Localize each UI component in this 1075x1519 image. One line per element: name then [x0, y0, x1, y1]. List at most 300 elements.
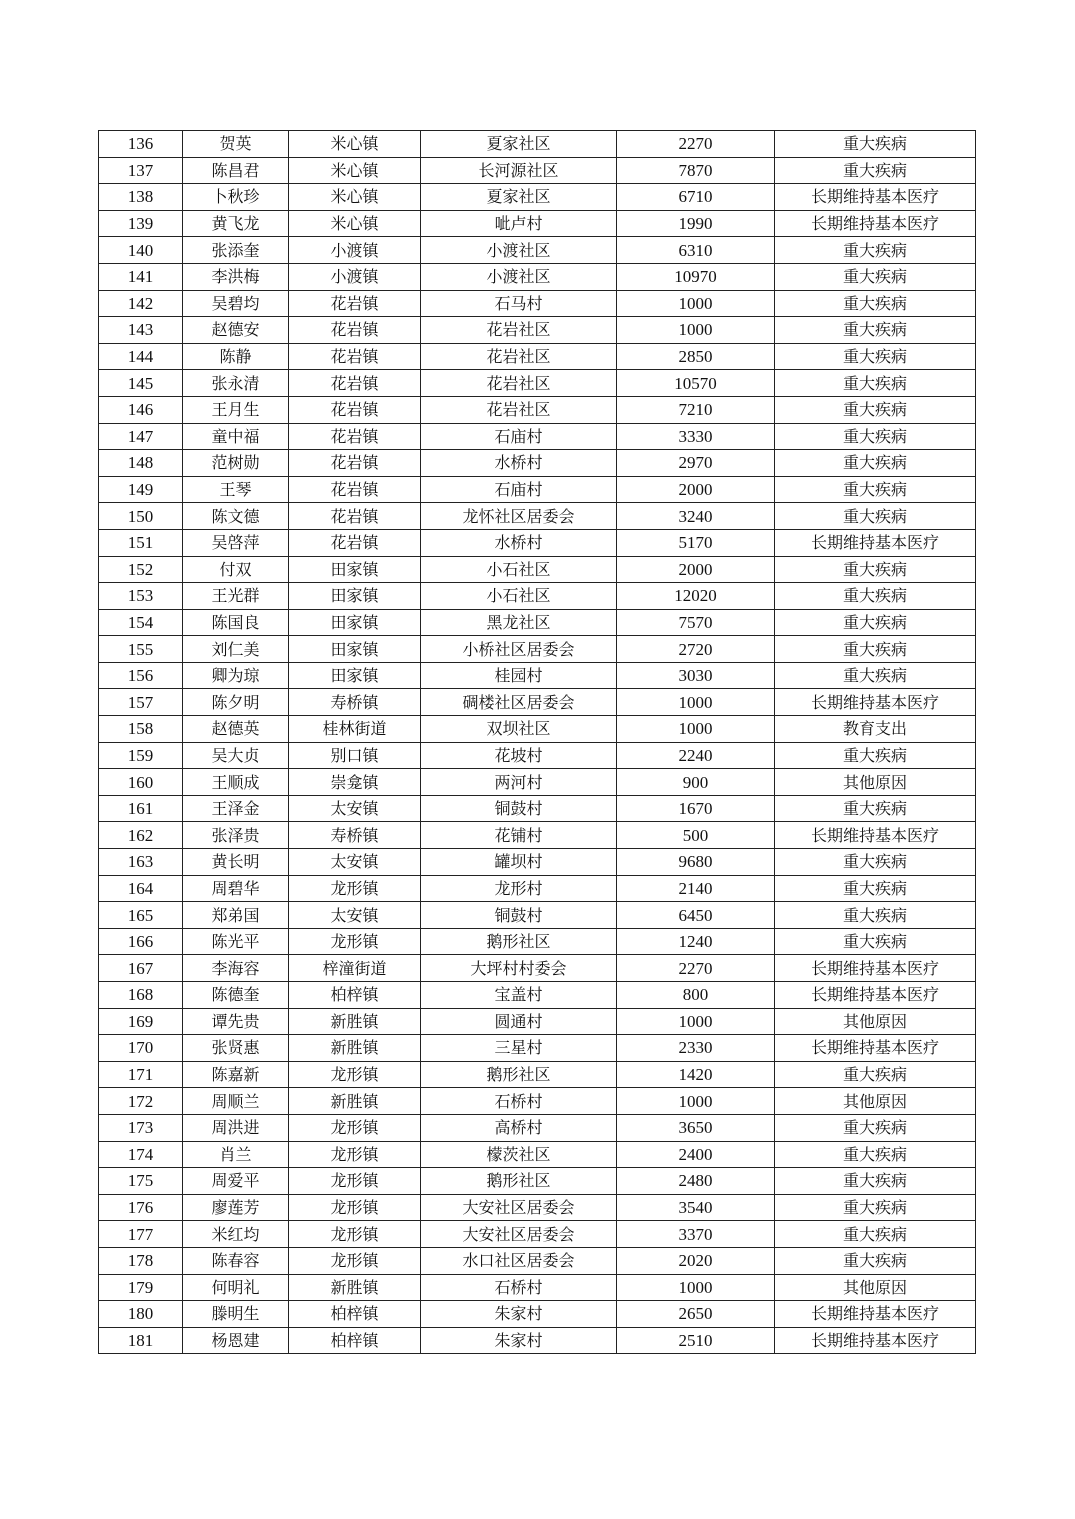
town-cell: 田家镇: [289, 583, 421, 610]
table-row: [99, 1088, 976, 1115]
table-row: [99, 1247, 976, 1274]
amount-cell: 2970: [617, 450, 775, 477]
town-cell: 龙形镇: [289, 875, 421, 902]
amount-cell: 2510: [617, 1327, 775, 1354]
person-name-cell: 陈文德: [183, 503, 289, 530]
community-cell: 铜鼓村: [421, 795, 617, 822]
reason-cell: 重大疾病: [775, 902, 976, 929]
person-name-cell: 吴啓萍: [183, 529, 289, 556]
community-cell: 三星村: [421, 1035, 617, 1062]
table-row: [99, 1008, 976, 1035]
community-cell: 圆通村: [421, 1008, 617, 1035]
person-name-cell: 王光群: [183, 583, 289, 610]
table-row: [99, 902, 976, 929]
reason-cell: 重大疾病: [775, 609, 976, 636]
amount-cell: 7210: [617, 396, 775, 423]
table-row: [99, 476, 976, 503]
person-name-cell: 郑弟国: [183, 902, 289, 929]
amount-cell: 6310: [617, 237, 775, 264]
amount-cell: 5170: [617, 529, 775, 556]
town-cell: 米心镇: [289, 184, 421, 211]
community-cell: 鹅形社区: [421, 1061, 617, 1088]
row-number-cell: 141: [99, 263, 183, 290]
table-body: [99, 131, 976, 1354]
person-name-cell: 谭先贵: [183, 1008, 289, 1035]
row-number-cell: 157: [99, 689, 183, 716]
reason-cell: 长期维持基本医疗: [775, 1035, 976, 1062]
town-cell: 田家镇: [289, 662, 421, 689]
row-number-cell: 144: [99, 343, 183, 370]
amount-cell: 3650: [617, 1114, 775, 1141]
town-cell: 米心镇: [289, 131, 421, 158]
community-cell: 花岩社区: [421, 317, 617, 344]
amount-cell: 1000: [617, 689, 775, 716]
person-name-cell: 陈昌君: [183, 157, 289, 184]
town-cell: 小渡镇: [289, 263, 421, 290]
community-cell: 铜鼓村: [421, 902, 617, 929]
reason-cell: 重大疾病: [775, 131, 976, 158]
town-cell: 花岩镇: [289, 503, 421, 530]
community-cell: 宝盖村: [421, 982, 617, 1009]
reason-cell: 重大疾病: [775, 556, 976, 583]
town-cell: 田家镇: [289, 609, 421, 636]
table-row: [99, 609, 976, 636]
table-row: [99, 716, 976, 743]
person-name-cell: 贺英: [183, 131, 289, 158]
row-number-cell: 161: [99, 795, 183, 822]
reason-cell: 其他原因: [775, 769, 976, 796]
amount-cell: 3540: [617, 1194, 775, 1221]
reason-cell: 其他原因: [775, 1274, 976, 1301]
person-name-cell: 赵德安: [183, 317, 289, 344]
reason-cell: 重大疾病: [775, 1247, 976, 1274]
row-number-cell: 158: [99, 716, 183, 743]
community-cell: 双坝社区: [421, 716, 617, 743]
town-cell: 花岩镇: [289, 290, 421, 317]
community-cell: 小桥社区居委会: [421, 636, 617, 663]
person-name-cell: 李洪梅: [183, 263, 289, 290]
person-name-cell: 滕明生: [183, 1301, 289, 1328]
row-number-cell: 162: [99, 822, 183, 849]
row-number-cell: 154: [99, 609, 183, 636]
town-cell: 龙形镇: [289, 1247, 421, 1274]
reason-cell: 重大疾病: [775, 476, 976, 503]
row-number-cell: 170: [99, 1035, 183, 1062]
town-cell: 寿桥镇: [289, 822, 421, 849]
amount-cell: 1000: [617, 716, 775, 743]
table-row: [99, 450, 976, 477]
town-cell: 新胜镇: [289, 1274, 421, 1301]
community-cell: 花坡村: [421, 742, 617, 769]
amount-cell: 2850: [617, 343, 775, 370]
amount-cell: 7870: [617, 157, 775, 184]
town-cell: 花岩镇: [289, 396, 421, 423]
community-cell: 石庙村: [421, 476, 617, 503]
amount-cell: 6450: [617, 902, 775, 929]
town-cell: 龙形镇: [289, 1141, 421, 1168]
table-row: [99, 769, 976, 796]
community-cell: 小石社区: [421, 583, 617, 610]
town-cell: 花岩镇: [289, 476, 421, 503]
person-name-cell: 卜秋珍: [183, 184, 289, 211]
amount-cell: 10970: [617, 263, 775, 290]
reason-cell: 重大疾病: [775, 662, 976, 689]
amount-cell: 800: [617, 982, 775, 1009]
amount-cell: 2270: [617, 131, 775, 158]
community-cell: 花岩社区: [421, 343, 617, 370]
row-number-cell: 138: [99, 184, 183, 211]
town-cell: 龙形镇: [289, 1194, 421, 1221]
reason-cell: 重大疾病: [775, 849, 976, 876]
town-cell: 花岩镇: [289, 343, 421, 370]
amount-cell: 2000: [617, 476, 775, 503]
table-row: [99, 1114, 976, 1141]
row-number-cell: 165: [99, 902, 183, 929]
town-cell: 新胜镇: [289, 1035, 421, 1062]
community-cell: 大安社区居委会: [421, 1194, 617, 1221]
community-cell: 水桥村: [421, 450, 617, 477]
amount-cell: 1670: [617, 795, 775, 822]
table-row: [99, 237, 976, 264]
amount-cell: 9680: [617, 849, 775, 876]
table-row: [99, 423, 976, 450]
person-name-cell: 王月生: [183, 396, 289, 423]
reason-cell: 重大疾病: [775, 423, 976, 450]
community-cell: 桂园村: [421, 662, 617, 689]
reason-cell: 其他原因: [775, 1088, 976, 1115]
town-cell: 桂林街道: [289, 716, 421, 743]
amount-cell: 1000: [617, 1088, 775, 1115]
amount-cell: 2020: [617, 1247, 775, 1274]
town-cell: 柏梓镇: [289, 1327, 421, 1354]
reason-cell: 其他原因: [775, 1008, 976, 1035]
amount-cell: 3330: [617, 423, 775, 450]
reason-cell: 重大疾病: [775, 503, 976, 530]
table-row: [99, 556, 976, 583]
table-row: [99, 396, 976, 423]
community-cell: 两河村: [421, 769, 617, 796]
reason-cell: 重大疾病: [775, 157, 976, 184]
person-name-cell: 王琴: [183, 476, 289, 503]
row-number-cell: 151: [99, 529, 183, 556]
town-cell: 龙形镇: [289, 1168, 421, 1195]
person-name-cell: 王顺成: [183, 769, 289, 796]
row-number-cell: 147: [99, 423, 183, 450]
amount-cell: 2650: [617, 1301, 775, 1328]
community-cell: 夏家社区: [421, 184, 617, 211]
amount-cell: 900: [617, 769, 775, 796]
table-row: [99, 875, 976, 902]
row-number-cell: 167: [99, 955, 183, 982]
amount-cell: 2000: [617, 556, 775, 583]
community-cell: 花铺村: [421, 822, 617, 849]
reason-cell: 重大疾病: [775, 1168, 976, 1195]
reason-cell: 重大疾病: [775, 370, 976, 397]
table-row: [99, 503, 976, 530]
person-name-cell: 刘仁美: [183, 636, 289, 663]
table-row: [99, 343, 976, 370]
person-name-cell: 王泽金: [183, 795, 289, 822]
reason-cell: 重大疾病: [775, 742, 976, 769]
table-row: [99, 1194, 976, 1221]
person-name-cell: 杨恩建: [183, 1327, 289, 1354]
reason-cell: 长期维持基本医疗: [775, 184, 976, 211]
town-cell: 崇龛镇: [289, 769, 421, 796]
person-name-cell: 陈国良: [183, 609, 289, 636]
amount-cell: 1000: [617, 1008, 775, 1035]
table-row: [99, 1327, 976, 1354]
person-name-cell: 付双: [183, 556, 289, 583]
row-number-cell: 181: [99, 1327, 183, 1354]
community-cell: 石桥村: [421, 1088, 617, 1115]
amount-cell: 6710: [617, 184, 775, 211]
reason-cell: 重大疾病: [775, 237, 976, 264]
community-cell: 石桥村: [421, 1274, 617, 1301]
community-cell: 朱家村: [421, 1301, 617, 1328]
reason-cell: 重大疾病: [775, 1061, 976, 1088]
person-name-cell: 卿为琼: [183, 662, 289, 689]
town-cell: 田家镇: [289, 556, 421, 583]
amount-cell: 12020: [617, 583, 775, 610]
town-cell: 新胜镇: [289, 1008, 421, 1035]
table-row: [99, 157, 976, 184]
table-row: [99, 822, 976, 849]
row-number-cell: 180: [99, 1301, 183, 1328]
person-name-cell: 张添奎: [183, 237, 289, 264]
community-cell: 花岩社区: [421, 396, 617, 423]
table-row: [99, 370, 976, 397]
row-number-cell: 143: [99, 317, 183, 344]
person-name-cell: 陈嘉新: [183, 1061, 289, 1088]
row-number-cell: 171: [99, 1061, 183, 1088]
table-row: [99, 210, 976, 237]
table-row: [99, 1301, 976, 1328]
reason-cell: 重大疾病: [775, 343, 976, 370]
person-name-cell: 周顺兰: [183, 1088, 289, 1115]
community-cell: 鹅形社区: [421, 928, 617, 955]
amount-cell: 500: [617, 822, 775, 849]
town-cell: 柏梓镇: [289, 982, 421, 1009]
assistance-table: [98, 130, 976, 1354]
table-row: [99, 184, 976, 211]
amount-cell: 2330: [617, 1035, 775, 1062]
row-number-cell: 136: [99, 131, 183, 158]
row-number-cell: 156: [99, 662, 183, 689]
town-cell: 米心镇: [289, 157, 421, 184]
amount-cell: 1000: [617, 1274, 775, 1301]
community-cell: 夏家社区: [421, 131, 617, 158]
amount-cell: 2400: [617, 1141, 775, 1168]
table-row: [99, 955, 976, 982]
community-cell: 檬茨社区: [421, 1141, 617, 1168]
community-cell: 大安社区居委会: [421, 1221, 617, 1248]
person-name-cell: 张永清: [183, 370, 289, 397]
table-row: [99, 849, 976, 876]
amount-cell: 7570: [617, 609, 775, 636]
person-name-cell: 童中福: [183, 423, 289, 450]
reason-cell: 重大疾病: [775, 928, 976, 955]
table-row: [99, 636, 976, 663]
person-name-cell: 陈夕明: [183, 689, 289, 716]
person-name-cell: 陈光平: [183, 928, 289, 955]
amount-cell: 2720: [617, 636, 775, 663]
town-cell: 太安镇: [289, 902, 421, 929]
amount-cell: 1240: [617, 928, 775, 955]
town-cell: 花岩镇: [289, 423, 421, 450]
town-cell: 小渡镇: [289, 237, 421, 264]
town-cell: 花岩镇: [289, 317, 421, 344]
table-row: [99, 928, 976, 955]
row-number-cell: 150: [99, 503, 183, 530]
row-number-cell: 174: [99, 1141, 183, 1168]
amount-cell: 2140: [617, 875, 775, 902]
row-number-cell: 163: [99, 849, 183, 876]
row-number-cell: 149: [99, 476, 183, 503]
town-cell: 太安镇: [289, 849, 421, 876]
row-number-cell: 159: [99, 742, 183, 769]
reason-cell: 重大疾病: [775, 636, 976, 663]
amount-cell: 2270: [617, 955, 775, 982]
community-cell: 罐坝村: [421, 849, 617, 876]
table-row: [99, 583, 976, 610]
reason-cell: 长期维持基本医疗: [775, 982, 976, 1009]
town-cell: 龙形镇: [289, 928, 421, 955]
row-number-cell: 155: [99, 636, 183, 663]
reason-cell: 重大疾病: [775, 317, 976, 344]
community-cell: 水口社区居委会: [421, 1247, 617, 1274]
row-number-cell: 168: [99, 982, 183, 1009]
reason-cell: 长期维持基本医疗: [775, 529, 976, 556]
amount-cell: 3240: [617, 503, 775, 530]
town-cell: 米心镇: [289, 210, 421, 237]
reason-cell: 长期维持基本医疗: [775, 955, 976, 982]
person-name-cell: 张泽贵: [183, 822, 289, 849]
community-cell: 花岩社区: [421, 370, 617, 397]
reason-cell: 长期维持基本医疗: [775, 822, 976, 849]
row-number-cell: 152: [99, 556, 183, 583]
amount-cell: 3370: [617, 1221, 775, 1248]
table-row: [99, 689, 976, 716]
reason-cell: 重大疾病: [775, 1141, 976, 1168]
community-cell: 碉楼社区居委会: [421, 689, 617, 716]
town-cell: 花岩镇: [289, 370, 421, 397]
person-name-cell: 张贤惠: [183, 1035, 289, 1062]
person-name-cell: 肖兰: [183, 1141, 289, 1168]
community-cell: 鹅形社区: [421, 1168, 617, 1195]
table-row: [99, 317, 976, 344]
town-cell: 龙形镇: [289, 1114, 421, 1141]
table-row: [99, 1221, 976, 1248]
person-name-cell: 黄长明: [183, 849, 289, 876]
town-cell: 梓潼街道: [289, 955, 421, 982]
community-cell: 龙怀社区居委会: [421, 503, 617, 530]
community-cell: 高桥村: [421, 1114, 617, 1141]
community-cell: 小渡社区: [421, 237, 617, 264]
person-name-cell: 吴碧均: [183, 290, 289, 317]
person-name-cell: 黄飞龙: [183, 210, 289, 237]
amount-cell: 2480: [617, 1168, 775, 1195]
amount-cell: 1990: [617, 210, 775, 237]
reason-cell: 重大疾病: [775, 1194, 976, 1221]
person-name-cell: 周爱平: [183, 1168, 289, 1195]
row-number-cell: 140: [99, 237, 183, 264]
amount-cell: 3030: [617, 662, 775, 689]
community-cell: 黑龙社区: [421, 609, 617, 636]
person-name-cell: 何明礼: [183, 1274, 289, 1301]
town-cell: 柏梓镇: [289, 1301, 421, 1328]
town-cell: 太安镇: [289, 795, 421, 822]
town-cell: 龙形镇: [289, 1061, 421, 1088]
person-name-cell: 周碧华: [183, 875, 289, 902]
row-number-cell: 178: [99, 1247, 183, 1274]
row-number-cell: 164: [99, 875, 183, 902]
reason-cell: 重大疾病: [775, 795, 976, 822]
row-number-cell: 142: [99, 290, 183, 317]
community-cell: 朱家村: [421, 1327, 617, 1354]
row-number-cell: 137: [99, 157, 183, 184]
reason-cell: 重大疾病: [775, 290, 976, 317]
reason-cell: 长期维持基本医疗: [775, 1327, 976, 1354]
amount-cell: 1000: [617, 290, 775, 317]
community-cell: 长河源社区: [421, 157, 617, 184]
table-row: [99, 1274, 976, 1301]
person-name-cell: 李海容: [183, 955, 289, 982]
reason-cell: 重大疾病: [775, 583, 976, 610]
reason-cell: 重大疾病: [775, 875, 976, 902]
row-number-cell: 145: [99, 370, 183, 397]
reason-cell: 长期维持基本医疗: [775, 689, 976, 716]
person-name-cell: 陈春容: [183, 1247, 289, 1274]
person-name-cell: 赵德英: [183, 716, 289, 743]
town-cell: 花岩镇: [289, 450, 421, 477]
row-number-cell: 146: [99, 396, 183, 423]
row-number-cell: 169: [99, 1008, 183, 1035]
table-row: [99, 263, 976, 290]
community-cell: 小渡社区: [421, 263, 617, 290]
table-row: [99, 1168, 976, 1195]
town-cell: 田家镇: [289, 636, 421, 663]
reason-cell: 重大疾病: [775, 1114, 976, 1141]
amount-cell: 1420: [617, 1061, 775, 1088]
row-number-cell: 179: [99, 1274, 183, 1301]
town-cell: 寿桥镇: [289, 689, 421, 716]
table-row: [99, 131, 976, 158]
row-number-cell: 153: [99, 583, 183, 610]
person-name-cell: 陈德奎: [183, 982, 289, 1009]
town-cell: 别口镇: [289, 742, 421, 769]
person-name-cell: 廖莲芳: [183, 1194, 289, 1221]
row-number-cell: 175: [99, 1168, 183, 1195]
row-number-cell: 177: [99, 1221, 183, 1248]
row-number-cell: 139: [99, 210, 183, 237]
town-cell: 龙形镇: [289, 1221, 421, 1248]
town-cell: 新胜镇: [289, 1088, 421, 1115]
town-cell: 花岩镇: [289, 529, 421, 556]
community-cell: 小石社区: [421, 556, 617, 583]
person-name-cell: 吴大贞: [183, 742, 289, 769]
community-cell: 呲卢村: [421, 210, 617, 237]
table-row: [99, 1141, 976, 1168]
table-row: [99, 1035, 976, 1062]
table-row: [99, 529, 976, 556]
community-cell: 石庙村: [421, 423, 617, 450]
community-cell: 水桥村: [421, 529, 617, 556]
person-name-cell: 陈静: [183, 343, 289, 370]
table-row: [99, 982, 976, 1009]
table-row: [99, 1061, 976, 1088]
reason-cell: 长期维持基本医疗: [775, 210, 976, 237]
amount-cell: 2240: [617, 742, 775, 769]
